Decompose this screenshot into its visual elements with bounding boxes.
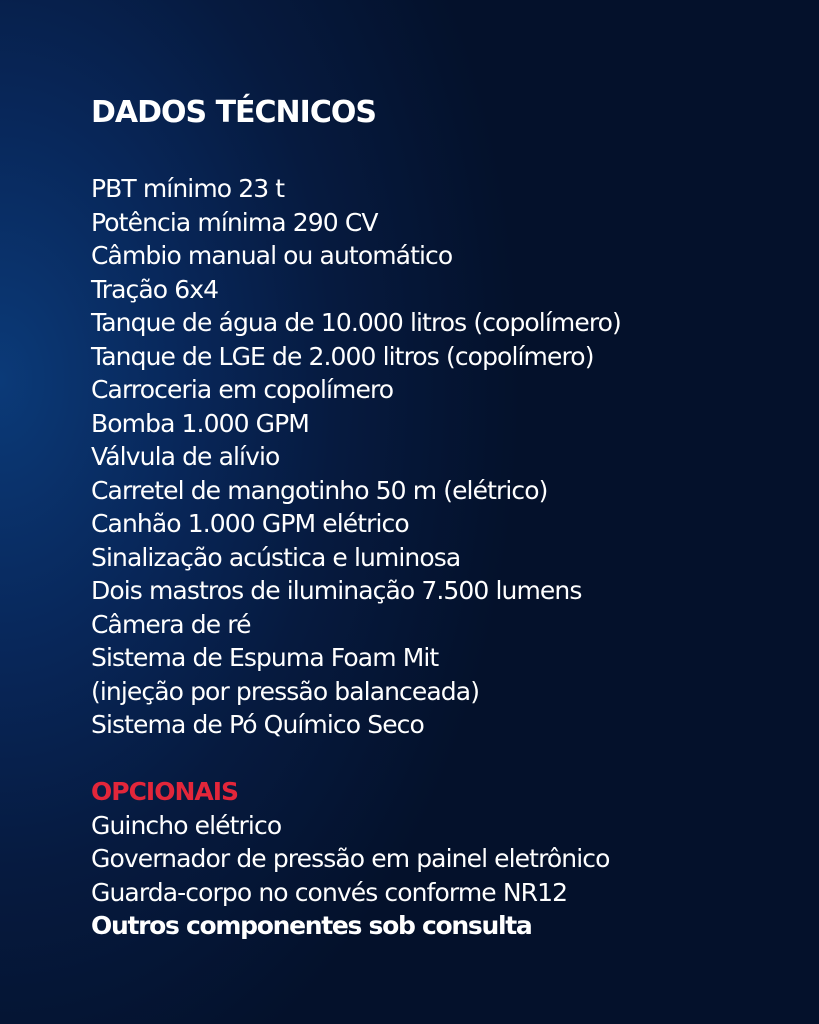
specs-list — [91, 172, 811, 742]
spec-item: Tanque de LGE de 2.000 litros (copolímero) — [91, 341, 594, 371]
optionals-list — [91, 809, 811, 943]
optional-item: Governador de pressão em painel eletrônico — [91, 844, 610, 873]
spec-item: Câmbio manual ou automático — [91, 241, 453, 270]
spec-item: Carretel de mangotinho 50 m (elétrico) — [91, 475, 548, 505]
spec-item: Sistema de Espuma Foam Mit — [91, 643, 439, 672]
spec-item: Tração 6x4 — [91, 274, 219, 304]
spec-item: Bomba 1.000 GPM — [91, 408, 309, 438]
optional-item: Guincho elétrico — [91, 810, 282, 840]
consultation-note: Outros componentes sob consulta — [91, 911, 532, 940]
specs-title: DADOS TÉCNICOS — [91, 95, 376, 130]
optional-item: Guarda-corpo no convés conforme NR12 — [91, 877, 568, 907]
spec-item: Carroceria em copolímero — [91, 375, 394, 404]
spec-item: Sinalização acústica e luminosa — [91, 542, 461, 572]
optionals-title: OPCIONAIS — [91, 776, 239, 806]
spec-item: Dois mastros de iluminação 7.500 lumens — [91, 576, 582, 605]
technical-data-sheet — [91, 94, 811, 943]
spec-item: Tanque de água de 10.000 litros (copolímero) — [91, 308, 621, 337]
spec-item: PBT mínimo 23 t — [91, 174, 285, 203]
spec-item: Válvula de alívio — [91, 442, 280, 471]
spec-item: Potência mínima 290 CV — [91, 207, 378, 237]
optionals-section — [91, 775, 811, 943]
spec-item: Câmera de ré — [91, 609, 251, 639]
spec-item: Canhão 1.000 GPM elétrico — [91, 509, 409, 538]
spec-item: Sistema de Pó Químico Seco — [91, 710, 424, 739]
spec-item: (injeção por pressão balanceada) — [91, 676, 480, 706]
